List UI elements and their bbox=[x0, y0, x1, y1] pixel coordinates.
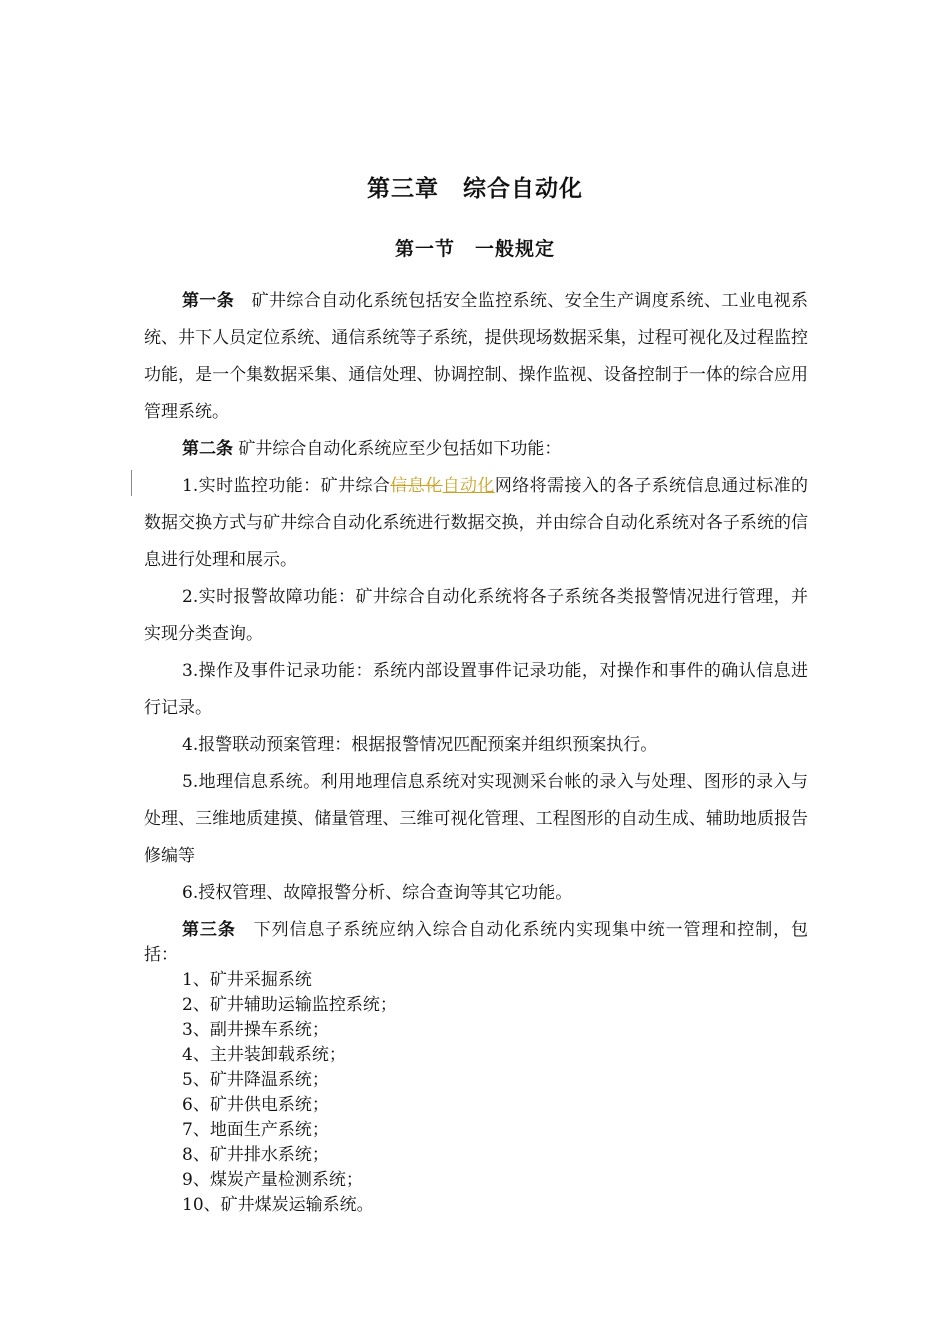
list-item: 6、矿井供电系统； bbox=[182, 1095, 329, 1115]
article-1-text: 矿井综合自动化系统包括安全监控系统、安全生产调度系统、工业电视系统、井下人员定位系统、通信系统等子系统，提供现场数据采集，过程可视化及过程监控功能，是一个集数据采集、通信处理、协调控制、操作监视、设备控制于一体的综合应用管理系统。 bbox=[144, 291, 809, 422]
list-item: 5、矿井降温系统； bbox=[182, 1070, 329, 1090]
article-2-item-6: 6.授权管理、故障报警分析、综合查询等其它功能。 bbox=[182, 883, 573, 903]
article-2-item-4: 4.报警联动预案管理：根据报警情况匹配预案并组织预案执行。 bbox=[182, 735, 658, 755]
article-3-list bbox=[144, 968, 808, 1218]
list-item: 8、矿井排水系统； bbox=[182, 1145, 329, 1165]
article-1-label: 第一条 bbox=[182, 291, 235, 311]
section-title: 第一节 一般规定 bbox=[394, 238, 555, 260]
article-3-text: 下列信息子系统应纳入综合自动化系统内实现集中统一管理和控制，包括： bbox=[144, 920, 809, 965]
article-2-text: 矿井综合自动化系统应至少包括如下功能： bbox=[233, 439, 562, 459]
article-3-label: 第三条 bbox=[182, 920, 236, 940]
article-2-label: 第二条 bbox=[182, 439, 233, 459]
chapter-title: 第三章 综合自动化 bbox=[367, 176, 583, 202]
article-1 bbox=[144, 283, 808, 431]
article-2 bbox=[144, 431, 808, 468]
tracked-deletion: 信息化 bbox=[390, 476, 443, 496]
item-1-text-before: 1.实时监控功能：矿井综合 bbox=[182, 476, 391, 496]
article-3 bbox=[144, 918, 808, 968]
list-item: 2、矿井辅助运输监控系统； bbox=[182, 995, 397, 1015]
tracked-insertion: 自动化 bbox=[442, 476, 495, 496]
change-bar bbox=[131, 470, 132, 496]
list-item: 7、地面生产系统； bbox=[182, 1120, 329, 1140]
article-2-item-3: 3.操作及事件记录功能：系统内部设置事件记录功能，对操作和事件的确认信息进行记录。 bbox=[144, 661, 808, 718]
article-2-item-1 bbox=[144, 468, 808, 579]
document-body bbox=[144, 283, 808, 1218]
article-2-item-5: 5.地理信息系统。利用地理信息系统对实现测采台帐的录入与处理、图形的录入与处理、三维地质建摸、储量管理、三维可视化管理、工程图形的自动生成、辅助地质报告修编等 bbox=[144, 772, 808, 866]
list-item: 3、副井操车系统； bbox=[182, 1020, 329, 1040]
list-item: 9、煤炭产量检测系统； bbox=[182, 1170, 363, 1190]
list-item: 4、主井装卸载系统； bbox=[182, 1045, 346, 1065]
item-1-text-after: 网络将需接入的各子系统信息通过标准的数据交换方式与矿井综合自动化系统进行数据交换，并由综合自动化系统对各子系统的信息进行处理和展示。 bbox=[144, 476, 808, 570]
list-item: 1、矿井采掘系统 bbox=[182, 970, 312, 990]
list-item: 10、矿井煤炭运输系统。 bbox=[182, 1195, 374, 1215]
article-2-item-2: 2.实时报警故障功能：矿井综合自动化系统将各子系统各类报警情况进行管理，并实现分类查询。 bbox=[144, 587, 808, 644]
